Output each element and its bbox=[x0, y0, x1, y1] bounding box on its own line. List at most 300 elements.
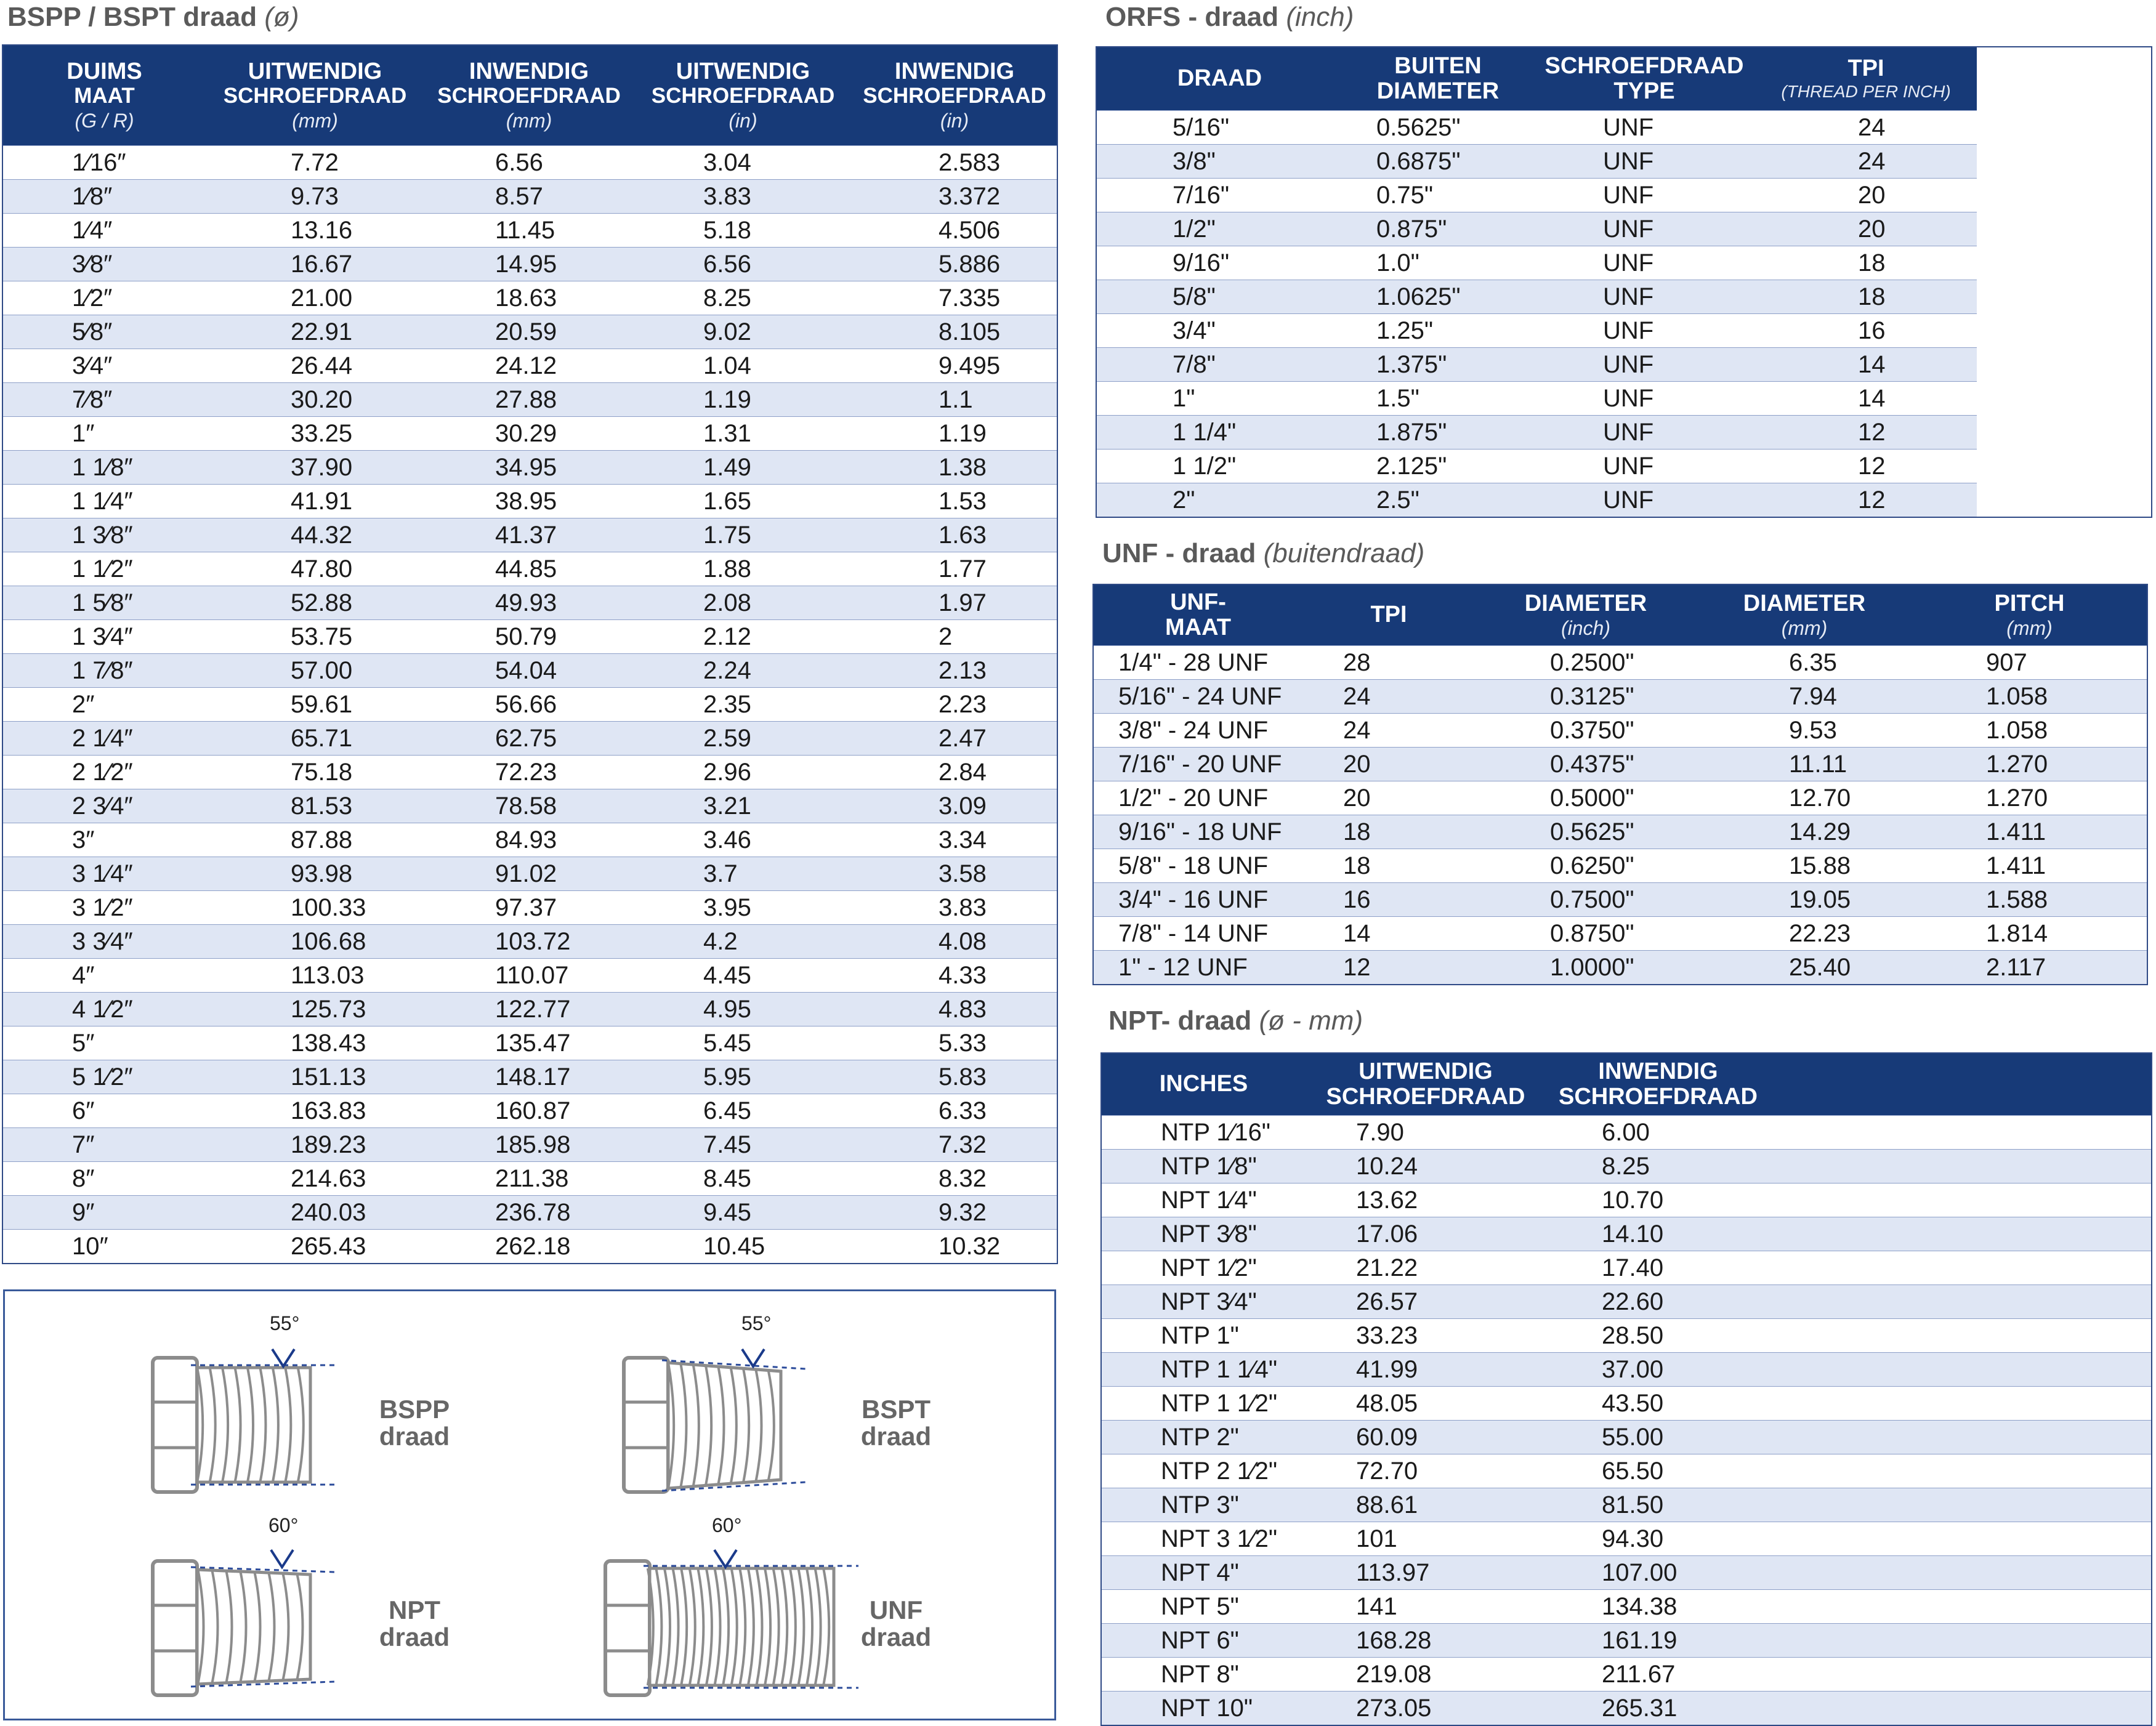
bspp-cell: 65.71 bbox=[206, 722, 424, 756]
npt-cell bbox=[1770, 1150, 2152, 1184]
bspp-cell: 2 bbox=[852, 620, 1057, 654]
bspp-cell: 5.83 bbox=[852, 1060, 1057, 1094]
bspp-hex-head bbox=[153, 1358, 197, 1492]
bspp-cell: 18.63 bbox=[424, 281, 634, 315]
unf-angle-label: 60° bbox=[712, 1514, 742, 1536]
unf-cell: 3/4" - 16 UNF bbox=[1093, 883, 1302, 917]
table-row bbox=[2, 993, 1057, 1026]
bspp-cell: 2 3⁄4″ bbox=[2, 789, 206, 823]
bspp-cell: 1 7⁄8″ bbox=[2, 654, 206, 688]
unf-cell: 12 bbox=[1302, 951, 1475, 985]
unf-cell: 0.8750" bbox=[1475, 917, 1697, 951]
table-row bbox=[1093, 883, 2147, 917]
table-row bbox=[1093, 917, 2147, 951]
table-row bbox=[2, 789, 1057, 823]
bspp-cell: 9.45 bbox=[634, 1196, 852, 1230]
bspp-col-header bbox=[206, 45, 424, 146]
table-row bbox=[1096, 212, 2152, 246]
npt-cell: 33.23 bbox=[1306, 1319, 1546, 1353]
orfs-cell: UNF bbox=[1533, 145, 1755, 179]
orfs-col-header-label: SCHROEFDRAAD bbox=[1544, 52, 1744, 79]
npt-cell: 26.57 bbox=[1306, 1285, 1546, 1319]
bspp-cell: 8.105 bbox=[852, 315, 1057, 349]
npt-cell: 55.00 bbox=[1546, 1421, 1770, 1454]
npt-cell: 211.67 bbox=[1546, 1658, 1770, 1692]
bspp-cell: 9.495 bbox=[852, 349, 1057, 383]
bspp-cell: 49.93 bbox=[424, 586, 634, 620]
bspp-cell: 91.02 bbox=[424, 857, 634, 891]
table-row bbox=[1093, 646, 2147, 680]
table-row bbox=[2, 281, 1057, 315]
npt-cell: NPT 3⁄8" bbox=[1101, 1217, 1306, 1251]
bspp-cell: 1⁄4″ bbox=[2, 214, 206, 248]
bspp-col-header-label: DUIMS bbox=[67, 58, 142, 85]
orfs-cell: UNF bbox=[1533, 382, 1755, 416]
table-row bbox=[1096, 179, 2152, 212]
unf-title-main: UNF - draad bbox=[1102, 538, 1256, 568]
orfs-cell: 5/8" bbox=[1096, 280, 1342, 314]
unf-cell: 22.23 bbox=[1697, 917, 1912, 951]
table-row bbox=[2, 586, 1057, 620]
npt-cell bbox=[1770, 1285, 2152, 1319]
bspp-cell: 3.372 bbox=[852, 180, 1057, 214]
table-row bbox=[2, 620, 1057, 654]
table-row bbox=[1096, 348, 2152, 382]
npt-cell bbox=[1770, 1184, 2152, 1217]
orfs-cell: UNF bbox=[1533, 450, 1755, 483]
bspp-cell: 1.63 bbox=[852, 518, 1057, 552]
table-row bbox=[2, 1094, 1057, 1128]
bspp-cell: 81.53 bbox=[206, 789, 424, 823]
bspp-cell: 10.32 bbox=[852, 1230, 1057, 1264]
bspp-cell: 26.44 bbox=[206, 349, 424, 383]
bspp-cell: 41.91 bbox=[206, 485, 424, 518]
npt-cell bbox=[1770, 1556, 2152, 1590]
unf-cell: 6.35 bbox=[1697, 646, 1912, 680]
unf-cell: 1.0000" bbox=[1475, 951, 1697, 985]
bspp-cell: 59.61 bbox=[206, 688, 424, 722]
npt-col-header bbox=[1306, 1053, 1546, 1116]
unf-cell: 0.3125" bbox=[1475, 680, 1697, 714]
npt-cell: NTP 1⁄16" bbox=[1101, 1116, 1306, 1150]
bspp-col-header bbox=[424, 45, 634, 146]
orfs-cell: 1/2" bbox=[1096, 212, 1342, 246]
bspp-cell: 1.19 bbox=[852, 417, 1057, 451]
bspp-cell: 3.83 bbox=[852, 891, 1057, 925]
npt-cell: 6.00 bbox=[1546, 1116, 1770, 1150]
bspp-cell: 4.2 bbox=[634, 925, 852, 959]
bspp-cell: 78.58 bbox=[424, 789, 634, 823]
npt-cell: NPT 10" bbox=[1101, 1692, 1306, 1726]
orfs-header-row bbox=[1096, 47, 2152, 111]
bspp-cell: 2.24 bbox=[634, 654, 852, 688]
table-row bbox=[2, 485, 1057, 518]
orfs-cell: 2.125" bbox=[1342, 450, 1533, 483]
table-row bbox=[1101, 1488, 2152, 1522]
bspp-header-row bbox=[2, 45, 1057, 146]
unf-table bbox=[1092, 584, 2148, 985]
bspp-col-header-label: INWENDIG bbox=[469, 58, 589, 85]
bspp-cell: 5.886 bbox=[852, 248, 1057, 281]
bspp-cell: 125.73 bbox=[206, 993, 424, 1026]
npt-cell: 10.70 bbox=[1546, 1184, 1770, 1217]
npt-cell bbox=[1770, 1353, 2152, 1387]
npt-angle-label: 60° bbox=[268, 1514, 299, 1536]
unf-cell: 0.3750" bbox=[1475, 714, 1697, 748]
bspp-col-header-label: UITWENDIG bbox=[676, 58, 810, 85]
orfs-cell: UNF bbox=[1533, 348, 1755, 382]
bspp-cell: 2.08 bbox=[634, 586, 852, 620]
npt-cell: 161.19 bbox=[1546, 1624, 1770, 1658]
orfs-cell: 7/16" bbox=[1096, 179, 1342, 212]
bspp-cell: 103.72 bbox=[424, 925, 634, 959]
orfs-cell: 3/8" bbox=[1096, 145, 1342, 179]
bspp-cell: 7.72 bbox=[206, 146, 424, 180]
bspp-cell: 8.45 bbox=[634, 1162, 852, 1196]
orfs-cell: 20 bbox=[1755, 179, 1977, 212]
bspp-cell: 2.23 bbox=[852, 688, 1057, 722]
bspp-cell: 41.37 bbox=[424, 518, 634, 552]
bspp-cell: 10.45 bbox=[634, 1230, 852, 1264]
orfs-col-header bbox=[1755, 47, 1977, 111]
bspp-title bbox=[7, 4, 299, 31]
bspp-cell: 1.77 bbox=[852, 552, 1057, 586]
npt-cell: 21.22 bbox=[1306, 1251, 1546, 1285]
table-row bbox=[1093, 680, 2147, 714]
table-row bbox=[2, 823, 1057, 857]
table-row bbox=[2, 925, 1057, 959]
npt-cell: 141 bbox=[1306, 1590, 1546, 1624]
bspp-cell: 2 1⁄2″ bbox=[2, 756, 206, 789]
table-row bbox=[1096, 450, 2152, 483]
npt-col-header-label: INWENDIG bbox=[1598, 1058, 1718, 1084]
orfs-col-header-label: DIAMETER bbox=[1376, 78, 1500, 104]
bspp-cell: 3.04 bbox=[634, 146, 852, 180]
bspp-cell: 16.67 bbox=[206, 248, 424, 281]
bspp-cell: 93.98 bbox=[206, 857, 424, 891]
unf-cell: 9/16" - 18 UNF bbox=[1093, 815, 1302, 849]
npt-thread-label bbox=[356, 1597, 473, 1651]
unf-cell: 18 bbox=[1302, 815, 1475, 849]
bspp-cell: 2.59 bbox=[634, 722, 852, 756]
orfs-cell: UNF bbox=[1533, 246, 1755, 280]
npt-cell: NTP 1 1⁄2" bbox=[1101, 1387, 1306, 1421]
npt-cell: 134.38 bbox=[1546, 1590, 1770, 1624]
bspp-cell: 6″ bbox=[2, 1094, 206, 1128]
bspp-cell: 9.02 bbox=[634, 315, 852, 349]
table-row bbox=[2, 383, 1057, 417]
unf-col-header-unit: (inch) bbox=[1560, 617, 1610, 640]
bspp-cell: 2.12 bbox=[634, 620, 852, 654]
bspp-cell: 54.04 bbox=[424, 654, 634, 688]
bspp-cell: 20.59 bbox=[424, 315, 634, 349]
unf-cell: 1.588 bbox=[1912, 883, 2147, 917]
bspp-col-header-label: SCHROEFDRAAD bbox=[223, 84, 407, 108]
npt-cell: NTP 2 1⁄2" bbox=[1101, 1454, 1306, 1488]
bspp-cell: 1.75 bbox=[634, 518, 852, 552]
npt-title bbox=[1108, 1007, 1363, 1034]
table-row bbox=[2, 756, 1057, 789]
bspp-cell: 9″ bbox=[2, 1196, 206, 1230]
table-row bbox=[2, 1162, 1057, 1196]
table-row bbox=[1096, 416, 2152, 450]
table-row bbox=[1101, 1184, 2152, 1217]
orfs-cell: 1.25" bbox=[1342, 314, 1533, 348]
orfs-cell: UNF bbox=[1533, 111, 1755, 145]
bspp-cell: 8.25 bbox=[634, 281, 852, 315]
bspp-cell: 14.95 bbox=[424, 248, 634, 281]
bspp-cell: 87.88 bbox=[206, 823, 424, 857]
unf-cell: 1.411 bbox=[1912, 815, 2147, 849]
bspp-cell: 7.335 bbox=[852, 281, 1057, 315]
npt-cell: 48.05 bbox=[1306, 1387, 1546, 1421]
bspp-cell: 5.33 bbox=[852, 1026, 1057, 1060]
npt-col-header bbox=[1770, 1053, 2152, 1116]
orfs-cell: 7/8" bbox=[1096, 348, 1342, 382]
bspp-cell: 6.56 bbox=[424, 146, 634, 180]
bspp-cell: 2 1⁄4″ bbox=[2, 722, 206, 756]
bspp-thread-label-l2: draad bbox=[379, 1422, 450, 1451]
bspp-cell: 50.79 bbox=[424, 620, 634, 654]
bspp-cell: 38.95 bbox=[424, 485, 634, 518]
bspp-cell: 5.45 bbox=[634, 1026, 852, 1060]
table-row bbox=[2, 248, 1057, 281]
npt-cell: 13.62 bbox=[1306, 1184, 1546, 1217]
bspp-cell: 2.13 bbox=[852, 654, 1057, 688]
npt-cell bbox=[1770, 1454, 2152, 1488]
bspp-title-main: BSPP / BSPT draad bbox=[7, 2, 257, 32]
bspp-col-header-label: SCHROEFDRAAD bbox=[651, 84, 835, 108]
orfs-title-sub: (inch) bbox=[1286, 2, 1354, 32]
table-row bbox=[1101, 1658, 2152, 1692]
orfs-cell: 1.375" bbox=[1342, 348, 1533, 382]
table-row bbox=[1096, 483, 2152, 518]
bspp-cell: 3.83 bbox=[634, 180, 852, 214]
unf-cell: 0.7500" bbox=[1475, 883, 1697, 917]
npt-col-header bbox=[1101, 1053, 1306, 1116]
bspp-cell: 3.58 bbox=[852, 857, 1057, 891]
bspp-cell: 262.18 bbox=[424, 1230, 634, 1264]
unf-title bbox=[1102, 540, 1424, 567]
orfs-cell: 14 bbox=[1755, 382, 1977, 416]
unf-cell: 1.270 bbox=[1912, 781, 2147, 815]
bspp-cell: 27.88 bbox=[424, 383, 634, 417]
npt-cell: NPT 6" bbox=[1101, 1624, 1306, 1658]
bspp-cell: 1 5⁄8″ bbox=[2, 586, 206, 620]
unf-cell: 1.058 bbox=[1912, 680, 2147, 714]
npt-col-header bbox=[1546, 1053, 1770, 1116]
table-row bbox=[1093, 951, 2147, 985]
npt-cell: 60.09 bbox=[1306, 1421, 1546, 1454]
npt-cell: 43.50 bbox=[1546, 1387, 1770, 1421]
npt-cell: 7.90 bbox=[1306, 1116, 1546, 1150]
bspp-cell: 110.07 bbox=[424, 959, 634, 993]
table-row bbox=[1101, 1556, 2152, 1590]
bspp-cell: 4.33 bbox=[852, 959, 1057, 993]
unf-cell: 907 bbox=[1912, 646, 2147, 680]
npt-cell bbox=[1770, 1522, 2152, 1556]
orfs-title bbox=[1105, 4, 1354, 31]
orfs-col-header-label: DRAAD bbox=[1177, 65, 1262, 92]
unf-cell: 12.70 bbox=[1697, 781, 1912, 815]
orfs-table bbox=[1096, 46, 2152, 518]
bspp-cell: 189.23 bbox=[206, 1128, 424, 1162]
npt-cell bbox=[1770, 1488, 2152, 1522]
npt-cell: 273.05 bbox=[1306, 1692, 1546, 1726]
bspp-col-header-unit: (in) bbox=[940, 110, 969, 132]
npt-cell: NTP 2" bbox=[1101, 1421, 1306, 1454]
bspp-cell: 97.37 bbox=[424, 891, 634, 925]
bspp-cell: 236.78 bbox=[424, 1196, 634, 1230]
table-row bbox=[1101, 1421, 2152, 1454]
orfs-cell: 0.6875" bbox=[1342, 145, 1533, 179]
unf-cell: 25.40 bbox=[1697, 951, 1912, 985]
npt-cell: 22.60 bbox=[1546, 1285, 1770, 1319]
bspp-cell: 148.17 bbox=[424, 1060, 634, 1094]
orfs-cell: UNF bbox=[1533, 483, 1755, 518]
bspt-thread-label-l1: BSPT bbox=[861, 1395, 931, 1424]
orfs-cell: 12 bbox=[1755, 416, 1977, 450]
bspp-cell: 44.85 bbox=[424, 552, 634, 586]
table-row bbox=[1093, 781, 2147, 815]
npt-cell: 94.30 bbox=[1546, 1522, 1770, 1556]
unf-cell: 24 bbox=[1302, 714, 1475, 748]
bspt-angle-label: 55° bbox=[741, 1312, 772, 1334]
orfs-cell: 14 bbox=[1755, 348, 1977, 382]
bspp-cell: 1 3⁄8″ bbox=[2, 518, 206, 552]
table-row bbox=[2, 552, 1057, 586]
bspp-col-header-label: INWENDIG bbox=[894, 58, 1015, 85]
table-row bbox=[1096, 145, 2152, 179]
unf-cell: 1.058 bbox=[1912, 714, 2147, 748]
unf-cell: 19.05 bbox=[1697, 883, 1912, 917]
bspp-cell: 5 1⁄2″ bbox=[2, 1060, 206, 1094]
table-row bbox=[2, 857, 1057, 891]
bspp-cell: 1 1⁄4″ bbox=[2, 485, 206, 518]
bspp-cell: 11.45 bbox=[424, 214, 634, 248]
bspp-cell: 10″ bbox=[2, 1230, 206, 1264]
bspp-cell: 4.08 bbox=[852, 925, 1057, 959]
bspp-cell: 3⁄4″ bbox=[2, 349, 206, 383]
bspp-cell: 56.66 bbox=[424, 688, 634, 722]
npt-cell: 101 bbox=[1306, 1522, 1546, 1556]
unf-thread-label-l1: UNF bbox=[869, 1595, 923, 1624]
bspt-hex-head bbox=[624, 1358, 668, 1492]
unf-cell: 7/16" - 20 UNF bbox=[1093, 748, 1302, 781]
table-row bbox=[1101, 1692, 2152, 1726]
table-row bbox=[1101, 1454, 2152, 1488]
bspp-cell: 7⁄8″ bbox=[2, 383, 206, 417]
unf-cell: 7/8" - 14 UNF bbox=[1093, 917, 1302, 951]
bspp-cell: 2″ bbox=[2, 688, 206, 722]
bspp-cell: 72.23 bbox=[424, 756, 634, 789]
thread-diagrams-drawing bbox=[5, 1291, 1054, 1719]
bspp-cell: 7.32 bbox=[852, 1128, 1057, 1162]
unf-cell: 1.270 bbox=[1912, 748, 2147, 781]
npt-cell bbox=[1770, 1624, 2152, 1658]
unf-col-header-label: DIAMETER bbox=[1743, 591, 1866, 617]
orfs-cell: 3/4" bbox=[1096, 314, 1342, 348]
bspp-cell: 8.57 bbox=[424, 180, 634, 214]
unf-cell: 16 bbox=[1302, 883, 1475, 917]
orfs-cell: 1.875" bbox=[1342, 416, 1533, 450]
orfs-cell: 20 bbox=[1755, 212, 1977, 246]
table-row bbox=[2, 654, 1057, 688]
table-row bbox=[1093, 714, 2147, 748]
npt-col-header-label: SCHROEFDRAAD bbox=[1559, 1084, 1758, 1110]
npt-cell: NPT 1⁄2" bbox=[1101, 1251, 1306, 1285]
bspp-cell: 2.96 bbox=[634, 756, 852, 789]
table-row bbox=[1101, 1217, 2152, 1251]
orfs-cell: 0.75" bbox=[1342, 179, 1533, 212]
unf-cell: 15.88 bbox=[1697, 849, 1912, 883]
bspp-cell: 214.63 bbox=[206, 1162, 424, 1196]
table-row bbox=[1101, 1624, 2152, 1658]
bspp-cell: 1.04 bbox=[634, 349, 852, 383]
orfs-col-header-label: BUITEN bbox=[1394, 52, 1482, 79]
bspp-cell: 34.95 bbox=[424, 451, 634, 485]
orfs-cell: UNF bbox=[1533, 280, 1755, 314]
npt-cell bbox=[1770, 1217, 2152, 1251]
orfs-cell: 2.5" bbox=[1342, 483, 1533, 518]
table-row bbox=[1101, 1116, 2152, 1150]
bspp-cell: 265.43 bbox=[206, 1230, 424, 1264]
orfs-cell: 0.875" bbox=[1342, 212, 1533, 246]
table-row bbox=[1096, 382, 2152, 416]
bspp-cell: 151.13 bbox=[206, 1060, 424, 1094]
bspt-angle-marker bbox=[742, 1349, 764, 1366]
bspp-cell: 4.506 bbox=[852, 214, 1057, 248]
orfs-col-header-label: TPI bbox=[1847, 55, 1884, 82]
bspp-cell: 160.87 bbox=[424, 1094, 634, 1128]
npt-cell: NTP 1 1⁄4" bbox=[1101, 1353, 1306, 1387]
unf-cell: 9.53 bbox=[1697, 714, 1912, 748]
npt-cell: NPT 1⁄4" bbox=[1101, 1184, 1306, 1217]
npt-cell: 65.50 bbox=[1546, 1454, 1770, 1488]
orfs-col-header bbox=[1533, 47, 1755, 111]
table-row bbox=[1101, 1522, 2152, 1556]
table-row bbox=[1096, 280, 2152, 314]
unf-cell: 1/4" - 28 UNF bbox=[1093, 646, 1302, 680]
table-row bbox=[1093, 815, 2147, 849]
bspp-cell: 1.97 bbox=[852, 586, 1057, 620]
bspp-cell: 3.95 bbox=[634, 891, 852, 925]
bspp-cell: 106.68 bbox=[206, 925, 424, 959]
table-row bbox=[2, 349, 1057, 383]
table-row bbox=[1093, 748, 2147, 781]
orfs-col-header bbox=[1342, 47, 1533, 111]
unf-col-header-label: DIAMETER bbox=[1524, 591, 1647, 617]
bspp-cell: 1.31 bbox=[634, 417, 852, 451]
npt-cell: NPT 3⁄4" bbox=[1101, 1285, 1306, 1319]
bspp-cell: 9.32 bbox=[852, 1196, 1057, 1230]
orfs-cell: 1 1/2" bbox=[1096, 450, 1342, 483]
orfs-cell: 18 bbox=[1755, 280, 1977, 314]
unf-cell: 1" - 12 UNF bbox=[1093, 951, 1302, 985]
table-row bbox=[1101, 1285, 2152, 1319]
bspp-cell: 185.98 bbox=[424, 1128, 634, 1162]
bspp-col-header bbox=[634, 45, 852, 146]
orfs-col-header bbox=[1096, 47, 1342, 111]
unf-cell: 0.5625" bbox=[1475, 815, 1697, 849]
table-row bbox=[2, 891, 1057, 925]
bspp-cell: 240.03 bbox=[206, 1196, 424, 1230]
npt-cell bbox=[1770, 1658, 2152, 1692]
bspp-cell: 5.18 bbox=[634, 214, 852, 248]
npt-cell: 88.61 bbox=[1306, 1488, 1546, 1522]
table-row bbox=[2, 518, 1057, 552]
table-row bbox=[1096, 314, 2152, 348]
